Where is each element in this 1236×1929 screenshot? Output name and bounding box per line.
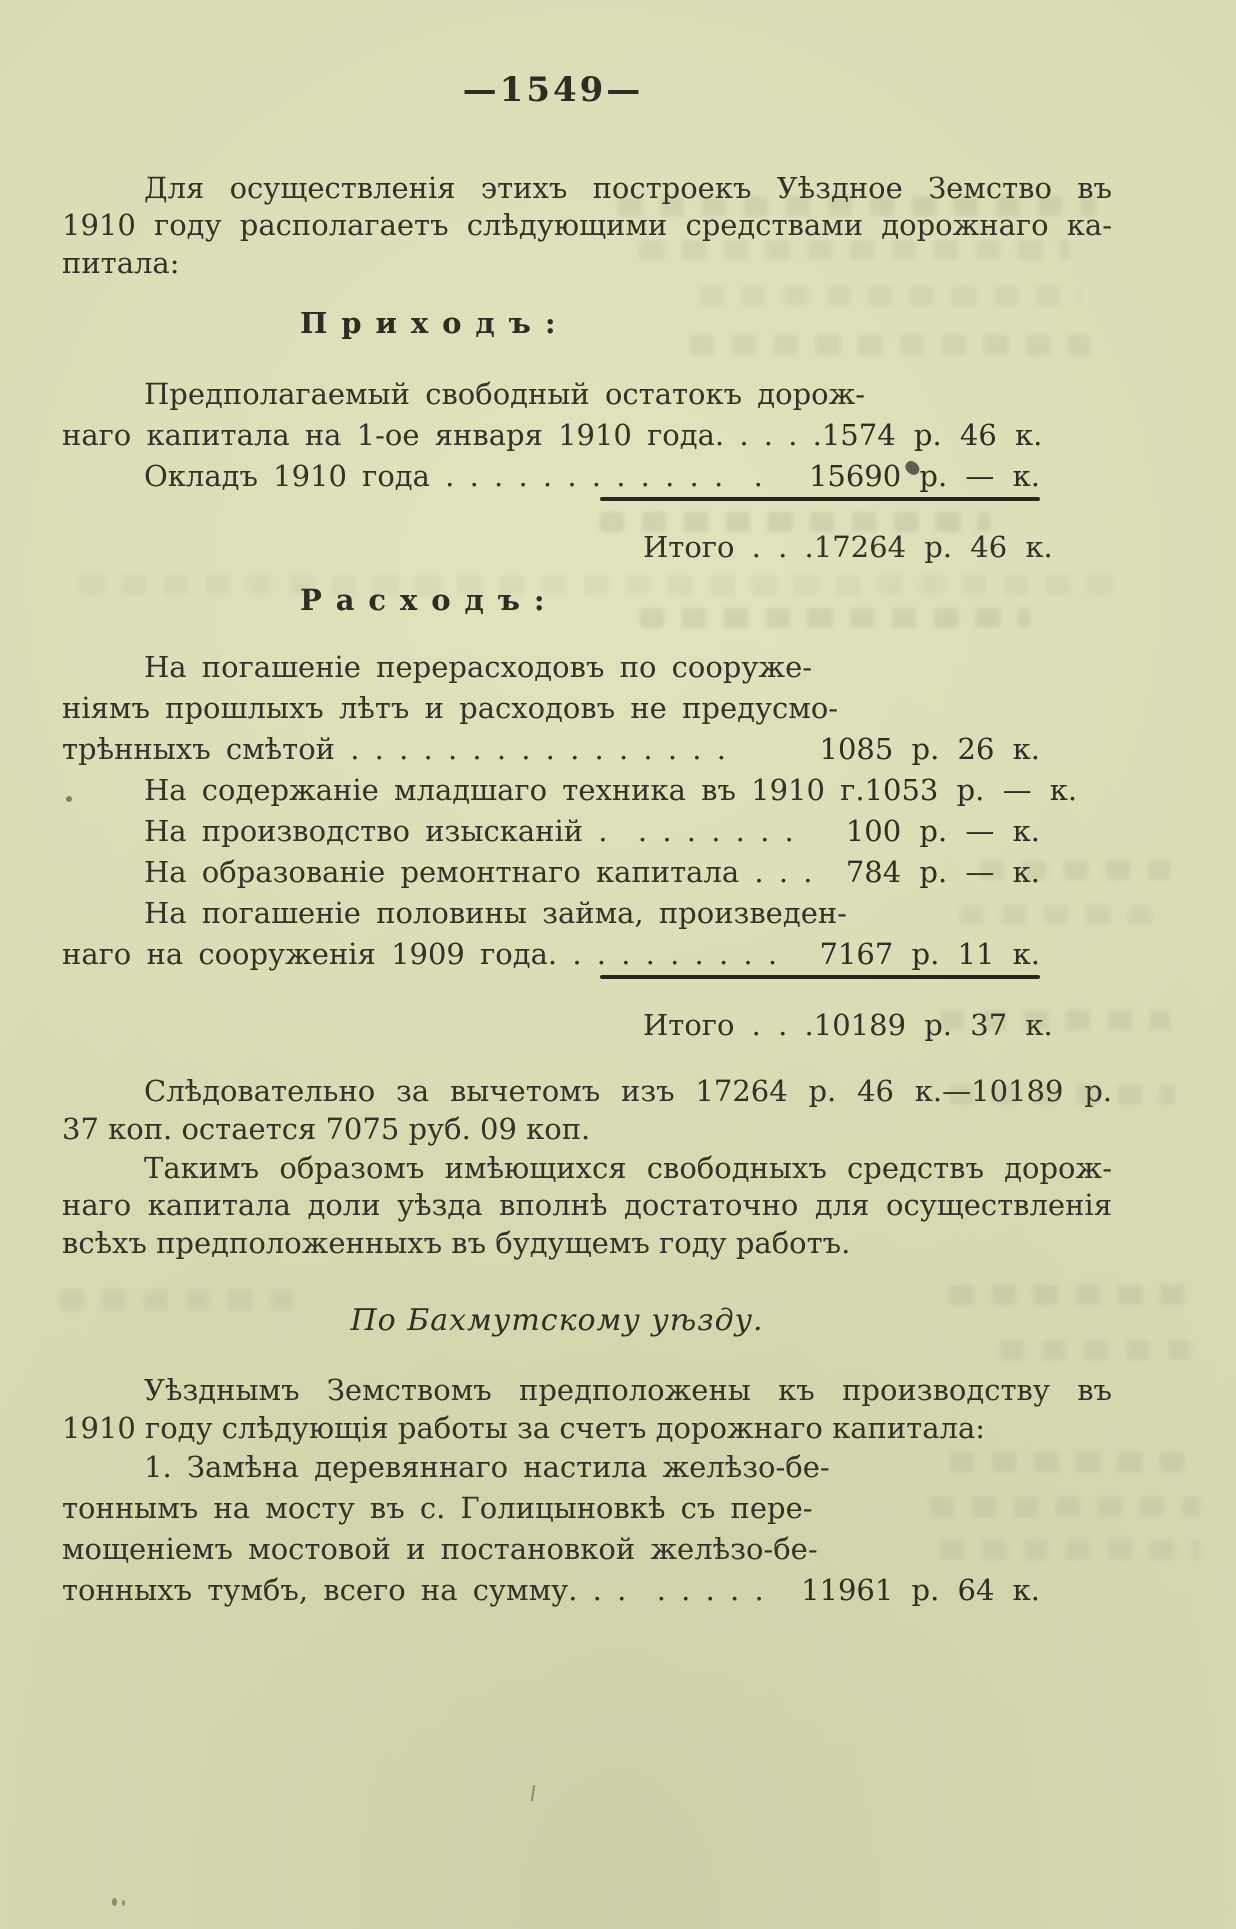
summary-paragraph (62, 1073, 1112, 1148)
page-number: —1549— (462, 70, 644, 110)
paragraph-line: Для осуществленія этихъ построекъ Уѣздное Земство въ (144, 171, 1112, 205)
paragraph-line: всѣхъ предположенныхъ въ будущемъ году работъ. (62, 1225, 851, 1260)
amount-value: 100 р. — к. (845, 814, 1040, 849)
totals-rule (600, 497, 1040, 501)
paper-scratch (531, 1785, 535, 1801)
totals-rule (600, 975, 1040, 979)
total-amount: 10189 р. 37 к. (813, 1008, 1053, 1043)
money-row (62, 852, 1040, 893)
section-heading-income: Приходъ: (300, 306, 570, 341)
subsection-heading-bakhmut: По Бахмутскому уѣзду. (350, 1303, 764, 1339)
money-row (62, 1447, 1040, 1611)
amount-value: 7167 р. 11 к. (819, 937, 1040, 972)
money-row (62, 647, 1040, 770)
amount-value: 11961 р. 64 к. (801, 1573, 1040, 1608)
bakhmut-paragraph (62, 1372, 1112, 1447)
money-row-text: ніямъ прошлыхъ лѣтъ и расходовъ не предусмо- (62, 691, 839, 726)
amount-value: 784 р. — к. (845, 855, 1040, 890)
paragraph-line: питала: (62, 245, 180, 280)
income-total-row (643, 529, 1112, 565)
expenses-table (62, 647, 1112, 975)
money-row-text: Предполагаемый свободный остатокъ дорож- (144, 377, 866, 412)
money-row (62, 770, 1078, 811)
paragraph-line: Уѣзднымъ Земствомъ предположены къ производству въ (144, 1373, 1112, 1408)
money-row-text: На производство изысканій . . . . . . . . (144, 814, 794, 849)
money-row-text: 1. Замѣна деревяннаго настила желѣзо-бе- (144, 1450, 830, 1485)
text-column (62, 0, 1112, 1611)
money-row-text: трѣнныхъ смѣтой . . . . . . . . . . . . . . . . (62, 732, 726, 767)
total-label: Итого . . . (643, 1008, 814, 1043)
intro-paragraph (62, 170, 1112, 282)
money-row-text: мощеніемъ мостовой и постановкой желѣзо-бе- (62, 1532, 818, 1567)
money-row-text: тонныхъ тумбъ, всего на сумму. . . . . . . . (62, 1573, 764, 1608)
summary-paragraph (62, 1150, 1112, 1262)
paragraph-line: 1910 году слѣдующія работы за счетъ дорожнаго капитала: (62, 1410, 986, 1445)
income-table (62, 374, 1112, 497)
total-label: Итого . . . (643, 530, 814, 565)
section-heading-expenses: Расходъ: (300, 583, 559, 618)
money-row-text: На погашеніе перерасходовъ по сооруже- (144, 650, 813, 685)
money-row-text: На погашеніе половины займа, произведен- (144, 896, 847, 931)
money-row-text: наго капитала на 1-ое января 1910 года. . . . . (62, 418, 822, 453)
money-row (62, 456, 1040, 497)
money-row-text: На содержаніе младшаго техника въ 1910 г. (144, 773, 865, 808)
paragraph-line: Слѣдовательно за вычетомъ изъ 17264 р. 46 к.—10189 р. (144, 1074, 1112, 1109)
money-row (62, 374, 1043, 456)
total-amount: 17264 р. 46 к. (813, 530, 1053, 565)
amount-value: 1053 р. — к. (864, 773, 1078, 808)
paper-speck (122, 1900, 125, 1906)
money-row-text: наго на сооруженія 1909 года. . . . . . . . . . (62, 937, 778, 972)
money-row-text: Окладъ 1910 года . . . . . . . . . . . . . (144, 459, 763, 494)
paragraph-line: 1910 году располагаетъ слѣдующими средствами дорожнаго ка- (62, 208, 1112, 243)
bakhmut-work-item (62, 1447, 1112, 1611)
expenses-total-row (643, 1007, 1112, 1043)
money-row (62, 811, 1040, 852)
paper-speck (112, 1898, 117, 1906)
money-row-text: тоннымъ на мосту въ с. Голицыновкѣ съ пере- (62, 1491, 813, 1526)
paragraph-line: Такимъ образомъ имѣющихся свободныхъ средствъ дорож- (144, 1151, 1112, 1186)
amount-value: 15690 р. — к. (808, 459, 1040, 494)
amount-value: 1085 р. 26 к. (819, 732, 1040, 767)
money-row-text: На образованіе ремонтнаго капитала . . . (144, 855, 813, 890)
money-row (62, 893, 1040, 975)
paragraph-line: наго капитала доли уѣзда вполнѣ достаточно для осуществленія (62, 1188, 1112, 1223)
paragraph-line: 37 коп. остается 7075 руб. 09 коп. (62, 1111, 591, 1146)
amount-value: 1574 р. 46 к. (821, 418, 1043, 453)
